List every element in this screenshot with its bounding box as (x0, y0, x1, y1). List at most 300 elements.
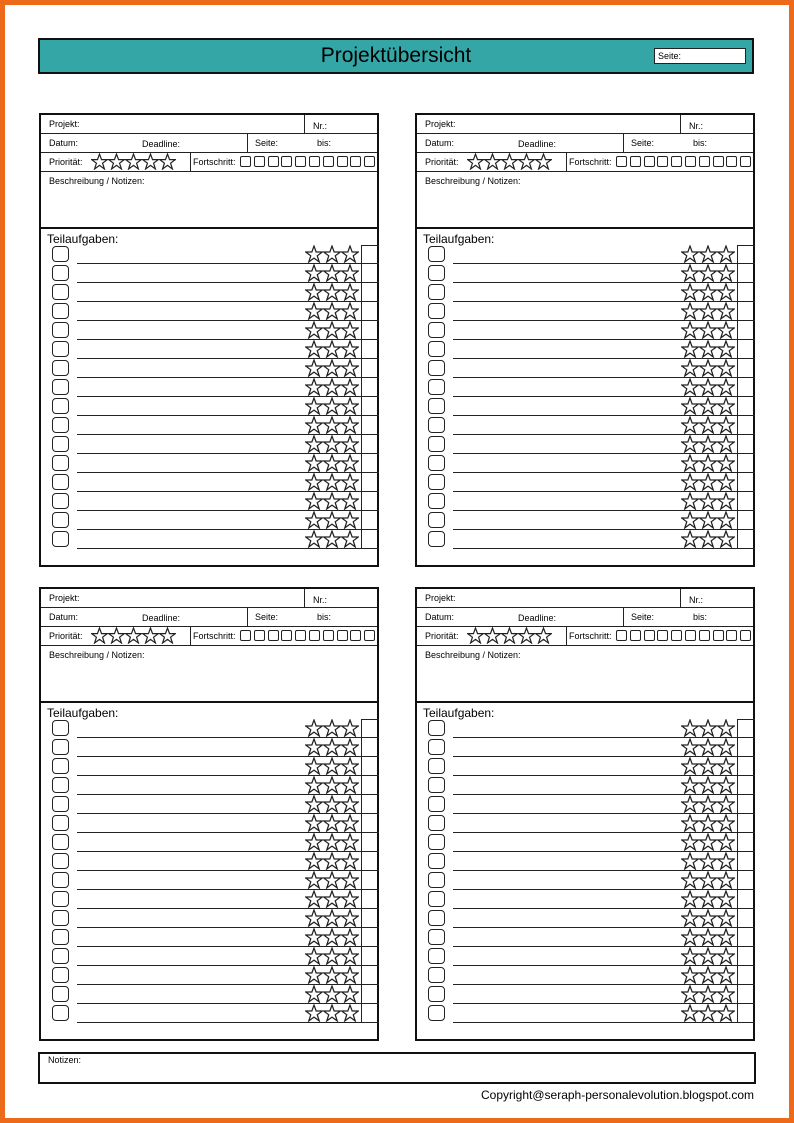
task-rating[interactable] (305, 852, 359, 870)
task-star-icon[interactable] (323, 909, 341, 927)
progress-box[interactable] (295, 630, 306, 641)
task-star-icon[interactable] (681, 776, 699, 794)
progress-box[interactable] (657, 156, 668, 167)
task-checkbox[interactable] (52, 455, 69, 471)
task-star-icon[interactable] (717, 814, 735, 832)
priority-star-icon[interactable] (535, 627, 552, 644)
task-checkbox[interactable] (52, 910, 69, 926)
task-star-icon[interactable] (323, 871, 341, 889)
task-star-icon[interactable] (341, 454, 359, 472)
task-star-icon[interactable] (699, 492, 717, 510)
task-checkbox[interactable] (52, 815, 69, 831)
task-star-icon[interactable] (699, 909, 717, 927)
task-star-icon[interactable] (341, 245, 359, 263)
task-star-icon[interactable] (323, 719, 341, 737)
task-star-icon[interactable] (681, 416, 699, 434)
task-star-icon[interactable] (305, 966, 323, 984)
task-star-icon[interactable] (305, 833, 323, 851)
task-star-icon[interactable] (681, 966, 699, 984)
task-star-icon[interactable] (699, 814, 717, 832)
task-rating[interactable] (305, 871, 359, 889)
task-star-icon[interactable] (699, 302, 717, 320)
priority-star-icon[interactable] (484, 153, 501, 170)
task-star-icon[interactable] (699, 795, 717, 813)
task-checkbox[interactable] (428, 815, 445, 831)
task-star-icon[interactable] (699, 454, 717, 472)
task-rating[interactable] (305, 359, 359, 377)
task-checkbox[interactable] (428, 739, 445, 755)
task-star-icon[interactable] (341, 795, 359, 813)
task-star-icon[interactable] (717, 283, 735, 301)
task-line[interactable] (453, 1022, 755, 1023)
task-rating[interactable] (305, 1004, 359, 1022)
task-star-icon[interactable] (305, 416, 323, 434)
task-star-icon[interactable] (305, 473, 323, 491)
task-star-icon[interactable] (341, 530, 359, 548)
task-star-icon[interactable] (699, 416, 717, 434)
task-star-icon[interactable] (681, 511, 699, 529)
task-star-icon[interactable] (323, 378, 341, 396)
task-star-icon[interactable] (323, 530, 341, 548)
task-checkbox[interactable] (428, 322, 445, 338)
task-star-icon[interactable] (305, 454, 323, 472)
task-star-icon[interactable] (323, 397, 341, 415)
task-star-icon[interactable] (717, 378, 735, 396)
task-checkbox[interactable] (52, 341, 69, 357)
task-star-icon[interactable] (323, 340, 341, 358)
task-star-icon[interactable] (323, 321, 341, 339)
task-star-icon[interactable] (305, 1004, 323, 1022)
task-rating[interactable] (681, 245, 735, 263)
task-rating[interactable] (681, 302, 735, 320)
task-star-icon[interactable] (341, 435, 359, 453)
task-checkbox[interactable] (52, 986, 69, 1002)
task-rating[interactable] (305, 947, 359, 965)
task-star-icon[interactable] (323, 359, 341, 377)
task-star-icon[interactable] (341, 757, 359, 775)
task-checkbox[interactable] (428, 853, 445, 869)
task-star-icon[interactable] (681, 947, 699, 965)
task-star-icon[interactable] (341, 909, 359, 927)
task-checkbox[interactable] (428, 303, 445, 319)
priority-star-icon[interactable] (142, 153, 159, 170)
task-star-icon[interactable] (681, 871, 699, 889)
task-rating[interactable] (681, 795, 735, 813)
task-rating[interactable] (305, 264, 359, 282)
task-star-icon[interactable] (699, 245, 717, 263)
task-star-icon[interactable] (323, 492, 341, 510)
progress-box[interactable] (281, 156, 292, 167)
task-star-icon[interactable] (717, 435, 735, 453)
task-star-icon[interactable] (717, 530, 735, 548)
task-rating[interactable] (681, 833, 735, 851)
task-star-icon[interactable] (323, 852, 341, 870)
task-rating[interactable] (681, 473, 735, 491)
progress-box[interactable] (685, 630, 696, 641)
progress-box[interactable] (740, 630, 751, 641)
task-rating[interactable] (681, 719, 735, 737)
task-star-icon[interactable] (699, 719, 717, 737)
task-star-icon[interactable] (681, 321, 699, 339)
task-rating[interactable] (305, 814, 359, 832)
task-rating[interactable] (305, 492, 359, 510)
task-star-icon[interactable] (681, 928, 699, 946)
task-star-icon[interactable] (699, 473, 717, 491)
task-checkbox[interactable] (428, 891, 445, 907)
progress-box[interactable] (364, 156, 375, 167)
task-star-icon[interactable] (699, 928, 717, 946)
task-checkbox[interactable] (428, 720, 445, 736)
task-star-icon[interactable] (323, 302, 341, 320)
task-star-icon[interactable] (717, 776, 735, 794)
progress-box[interactable] (713, 630, 724, 641)
task-star-icon[interactable] (717, 302, 735, 320)
priority-star-icon[interactable] (159, 627, 176, 644)
task-star-icon[interactable] (341, 492, 359, 510)
priority-star-icon[interactable] (501, 153, 518, 170)
task-star-icon[interactable] (681, 719, 699, 737)
task-star-icon[interactable] (717, 985, 735, 1003)
progress-box[interactable] (350, 156, 361, 167)
task-star-icon[interactable] (717, 359, 735, 377)
task-checkbox[interactable] (52, 360, 69, 376)
task-star-icon[interactable] (341, 283, 359, 301)
task-star-icon[interactable] (305, 378, 323, 396)
task-star-icon[interactable] (681, 985, 699, 1003)
task-checkbox[interactable] (428, 417, 445, 433)
priority-star-icon[interactable] (108, 153, 125, 170)
task-star-icon[interactable] (305, 776, 323, 794)
task-star-icon[interactable] (323, 776, 341, 794)
task-star-icon[interactable] (699, 871, 717, 889)
task-star-icon[interactable] (341, 852, 359, 870)
task-rating[interactable] (681, 264, 735, 282)
task-star-icon[interactable] (341, 378, 359, 396)
progress-box[interactable] (699, 630, 710, 641)
task-checkbox[interactable] (52, 739, 69, 755)
priority-star-icon[interactable] (142, 627, 159, 644)
task-star-icon[interactable] (305, 359, 323, 377)
task-star-icon[interactable] (681, 833, 699, 851)
task-star-icon[interactable] (699, 738, 717, 756)
progress-box[interactable] (616, 630, 627, 641)
task-star-icon[interactable] (323, 795, 341, 813)
priority-star-icon[interactable] (125, 153, 142, 170)
task-rating[interactable] (681, 966, 735, 984)
task-star-icon[interactable] (717, 833, 735, 851)
task-star-icon[interactable] (717, 511, 735, 529)
task-rating[interactable] (681, 340, 735, 358)
task-rating[interactable] (305, 378, 359, 396)
task-star-icon[interactable] (717, 757, 735, 775)
task-checkbox[interactable] (428, 360, 445, 376)
task-star-icon[interactable] (341, 833, 359, 851)
task-star-icon[interactable] (699, 264, 717, 282)
task-rating[interactable] (305, 928, 359, 946)
task-star-icon[interactable] (305, 340, 323, 358)
task-star-icon[interactable] (323, 738, 341, 756)
task-star-icon[interactable] (305, 757, 323, 775)
task-rating[interactable] (681, 852, 735, 870)
task-rating[interactable] (681, 454, 735, 472)
task-checkbox[interactable] (52, 265, 69, 281)
task-star-icon[interactable] (681, 814, 699, 832)
task-star-icon[interactable] (699, 359, 717, 377)
task-checkbox[interactable] (428, 284, 445, 300)
task-rating[interactable] (305, 966, 359, 984)
progress-box[interactable] (295, 156, 306, 167)
task-checkbox[interactable] (52, 284, 69, 300)
task-checkbox[interactable] (428, 796, 445, 812)
task-rating[interactable] (305, 435, 359, 453)
task-star-icon[interactable] (341, 416, 359, 434)
task-checkbox[interactable] (52, 417, 69, 433)
task-star-icon[interactable] (699, 776, 717, 794)
priority-rating[interactable] (91, 627, 176, 644)
task-rating[interactable] (305, 321, 359, 339)
task-checkbox[interactable] (428, 834, 445, 850)
task-rating[interactable] (681, 909, 735, 927)
task-checkbox[interactable] (428, 1005, 445, 1021)
progress-box[interactable] (699, 156, 710, 167)
task-rating[interactable] (681, 530, 735, 548)
progress-box[interactable] (323, 156, 334, 167)
priority-star-icon[interactable] (535, 153, 552, 170)
priority-star-icon[interactable] (518, 153, 535, 170)
task-rating[interactable] (305, 416, 359, 434)
task-star-icon[interactable] (341, 890, 359, 908)
task-checkbox[interactable] (52, 1005, 69, 1021)
task-rating[interactable] (681, 928, 735, 946)
task-star-icon[interactable] (681, 795, 699, 813)
task-checkbox[interactable] (52, 891, 69, 907)
task-rating[interactable] (305, 340, 359, 358)
task-star-icon[interactable] (341, 738, 359, 756)
progress-box[interactable] (713, 156, 724, 167)
task-star-icon[interactable] (323, 833, 341, 851)
task-rating[interactable] (305, 909, 359, 927)
task-star-icon[interactable] (699, 378, 717, 396)
task-star-icon[interactable] (341, 985, 359, 1003)
priority-rating[interactable] (91, 153, 176, 170)
task-rating[interactable] (681, 492, 735, 510)
task-star-icon[interactable] (341, 719, 359, 737)
task-star-icon[interactable] (699, 435, 717, 453)
task-checkbox[interactable] (52, 436, 69, 452)
progress-box[interactable] (268, 156, 279, 167)
task-star-icon[interactable] (323, 890, 341, 908)
task-checkbox[interactable] (52, 379, 69, 395)
task-checkbox[interactable] (52, 398, 69, 414)
task-star-icon[interactable] (341, 1004, 359, 1022)
task-star-icon[interactable] (341, 776, 359, 794)
notes-field[interactable] (38, 1052, 756, 1084)
task-checkbox[interactable] (52, 758, 69, 774)
task-checkbox[interactable] (428, 948, 445, 964)
task-star-icon[interactable] (717, 890, 735, 908)
task-rating[interactable] (305, 757, 359, 775)
task-star-icon[interactable] (699, 283, 717, 301)
task-star-icon[interactable] (699, 833, 717, 851)
task-checkbox[interactable] (428, 986, 445, 1002)
task-star-icon[interactable] (305, 397, 323, 415)
progress-box[interactable] (616, 156, 627, 167)
task-star-icon[interactable] (699, 947, 717, 965)
task-star-icon[interactable] (717, 321, 735, 339)
task-star-icon[interactable] (681, 378, 699, 396)
task-line[interactable] (77, 1022, 379, 1023)
task-checkbox[interactable] (428, 929, 445, 945)
task-rating[interactable] (305, 511, 359, 529)
task-star-icon[interactable] (305, 890, 323, 908)
task-checkbox[interactable] (52, 493, 69, 509)
task-star-icon[interactable] (717, 795, 735, 813)
task-rating[interactable] (681, 283, 735, 301)
task-star-icon[interactable] (323, 985, 341, 1003)
task-star-icon[interactable] (717, 473, 735, 491)
task-star-icon[interactable] (305, 302, 323, 320)
task-star-icon[interactable] (341, 340, 359, 358)
task-rating[interactable] (681, 416, 735, 434)
task-rating[interactable] (681, 738, 735, 756)
task-checkbox[interactable] (428, 758, 445, 774)
task-star-icon[interactable] (341, 814, 359, 832)
priority-star-icon[interactable] (518, 627, 535, 644)
task-star-icon[interactable] (323, 473, 341, 491)
task-checkbox[interactable] (428, 910, 445, 926)
task-star-icon[interactable] (305, 852, 323, 870)
task-checkbox[interactable] (52, 246, 69, 262)
priority-star-icon[interactable] (484, 627, 501, 644)
task-star-icon[interactable] (717, 492, 735, 510)
task-rating[interactable] (681, 511, 735, 529)
task-rating[interactable] (305, 454, 359, 472)
task-star-icon[interactable] (717, 871, 735, 889)
task-star-icon[interactable] (341, 302, 359, 320)
task-checkbox[interactable] (428, 872, 445, 888)
task-star-icon[interactable] (305, 530, 323, 548)
progress-box[interactable] (337, 156, 348, 167)
task-star-icon[interactable] (717, 966, 735, 984)
task-star-icon[interactable] (681, 302, 699, 320)
task-star-icon[interactable] (681, 454, 699, 472)
task-star-icon[interactable] (717, 245, 735, 263)
progress-box[interactable] (740, 156, 751, 167)
task-star-icon[interactable] (323, 928, 341, 946)
task-rating[interactable] (305, 833, 359, 851)
progress-box[interactable] (657, 630, 668, 641)
task-star-icon[interactable] (323, 435, 341, 453)
task-rating[interactable] (305, 245, 359, 263)
task-checkbox[interactable] (52, 531, 69, 547)
task-checkbox[interactable] (52, 512, 69, 528)
task-star-icon[interactable] (717, 454, 735, 472)
task-rating[interactable] (305, 302, 359, 320)
task-rating[interactable] (681, 757, 735, 775)
task-rating[interactable] (681, 1004, 735, 1022)
priority-rating[interactable] (467, 153, 552, 170)
task-star-icon[interactable] (305, 909, 323, 927)
progress-box[interactable] (364, 630, 375, 641)
task-checkbox[interactable] (428, 493, 445, 509)
task-checkbox[interactable] (428, 265, 445, 281)
task-star-icon[interactable] (699, 530, 717, 548)
task-star-icon[interactable] (341, 264, 359, 282)
task-star-icon[interactable] (699, 340, 717, 358)
task-rating[interactable] (305, 985, 359, 1003)
task-checkbox[interactable] (52, 777, 69, 793)
task-rating[interactable] (305, 890, 359, 908)
priority-star-icon[interactable] (501, 627, 518, 644)
progress-box[interactable] (350, 630, 361, 641)
task-checkbox[interactable] (52, 967, 69, 983)
task-rating[interactable] (305, 530, 359, 548)
task-checkbox[interactable] (428, 474, 445, 490)
task-checkbox[interactable] (52, 720, 69, 736)
task-rating[interactable] (305, 719, 359, 737)
task-checkbox[interactable] (52, 929, 69, 945)
task-star-icon[interactable] (341, 473, 359, 491)
task-star-icon[interactable] (681, 890, 699, 908)
task-star-icon[interactable] (305, 264, 323, 282)
task-checkbox[interactable] (428, 341, 445, 357)
task-rating[interactable] (305, 283, 359, 301)
task-star-icon[interactable] (717, 416, 735, 434)
task-rating[interactable] (681, 776, 735, 794)
task-checkbox[interactable] (428, 531, 445, 547)
task-star-icon[interactable] (717, 947, 735, 965)
task-checkbox[interactable] (52, 474, 69, 490)
task-star-icon[interactable] (681, 283, 699, 301)
task-star-icon[interactable] (681, 435, 699, 453)
task-star-icon[interactable] (323, 814, 341, 832)
priority-star-icon[interactable] (91, 153, 108, 170)
task-checkbox[interactable] (428, 246, 445, 262)
task-star-icon[interactable] (699, 985, 717, 1003)
task-star-icon[interactable] (305, 492, 323, 510)
progress-box[interactable] (240, 630, 251, 641)
task-star-icon[interactable] (305, 928, 323, 946)
task-star-icon[interactable] (717, 852, 735, 870)
task-star-icon[interactable] (699, 511, 717, 529)
task-star-icon[interactable] (341, 359, 359, 377)
task-star-icon[interactable] (681, 397, 699, 415)
task-checkbox[interactable] (52, 853, 69, 869)
task-star-icon[interactable] (717, 909, 735, 927)
task-checkbox[interactable] (428, 436, 445, 452)
task-star-icon[interactable] (305, 947, 323, 965)
progress-box[interactable] (268, 630, 279, 641)
priority-star-icon[interactable] (91, 627, 108, 644)
task-checkbox[interactable] (428, 455, 445, 471)
task-star-icon[interactable] (323, 1004, 341, 1022)
task-star-icon[interactable] (681, 492, 699, 510)
priority-star-icon[interactable] (125, 627, 142, 644)
task-star-icon[interactable] (699, 852, 717, 870)
task-checkbox[interactable] (428, 777, 445, 793)
task-rating[interactable] (305, 738, 359, 756)
task-checkbox[interactable] (52, 322, 69, 338)
task-star-icon[interactable] (305, 985, 323, 1003)
task-star-icon[interactable] (681, 738, 699, 756)
task-star-icon[interactable] (681, 340, 699, 358)
progress-box[interactable] (337, 630, 348, 641)
task-line[interactable] (453, 548, 755, 549)
progress-box[interactable] (630, 630, 641, 641)
task-star-icon[interactable] (717, 264, 735, 282)
task-rating[interactable] (305, 473, 359, 491)
task-star-icon[interactable] (341, 397, 359, 415)
